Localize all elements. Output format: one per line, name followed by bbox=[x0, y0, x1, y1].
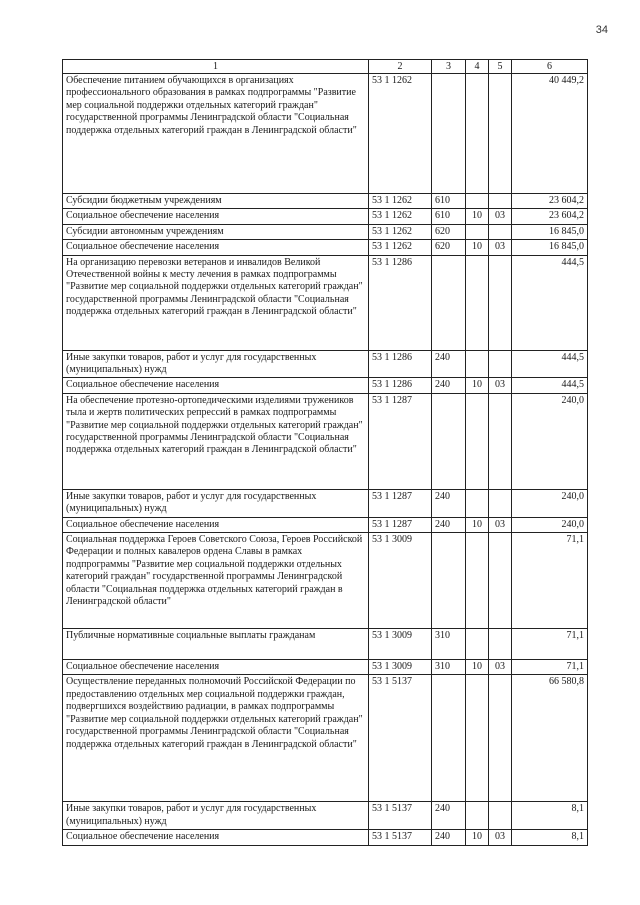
cell-subsection: 03 bbox=[489, 378, 512, 393]
cell-expense-type: 610 bbox=[432, 194, 466, 209]
cell-section: 10 bbox=[466, 240, 489, 255]
header-cell-pr: 5 bbox=[489, 60, 512, 74]
cell-subsection bbox=[489, 489, 512, 517]
cell-amount: 240,0 bbox=[512, 393, 588, 489]
cell-section bbox=[466, 489, 489, 517]
page-number: 34 bbox=[595, 24, 608, 36]
cell-section: 10 bbox=[466, 209, 489, 224]
cell-target-code: 53 1 3009 bbox=[369, 629, 432, 660]
cell-target-code: 53 1 5137 bbox=[369, 675, 432, 802]
cell-expense-type: 240 bbox=[432, 489, 466, 517]
cell-amount: 8,1 bbox=[512, 802, 588, 830]
cell-amount: 66 580,8 bbox=[512, 675, 588, 802]
cell-section: 10 bbox=[466, 660, 489, 675]
table-row bbox=[63, 629, 588, 660]
cell-target-code: 53 1 1286 bbox=[369, 350, 432, 378]
table-row bbox=[63, 378, 588, 393]
cell-subsection bbox=[489, 224, 512, 239]
cell-amount: 71,1 bbox=[512, 629, 588, 660]
cell-target-code: 53 1 1262 bbox=[369, 74, 432, 194]
cell-section: 10 bbox=[466, 378, 489, 393]
cell-target-code: 53 1 1262 bbox=[369, 194, 432, 209]
cell-expense-type bbox=[432, 255, 466, 350]
cell-expense-type: 310 bbox=[432, 629, 466, 660]
cell-target-code: 53 1 1287 bbox=[369, 517, 432, 532]
cell-name: Субсидии бюджетным учреждениям bbox=[63, 194, 369, 209]
header-cell-code: 2 bbox=[369, 60, 432, 74]
cell-target-code: 53 1 3009 bbox=[369, 660, 432, 675]
table-row bbox=[63, 393, 588, 489]
cell-target-code: 53 1 1287 bbox=[369, 393, 432, 489]
cell-subsection: 03 bbox=[489, 660, 512, 675]
cell-section bbox=[466, 675, 489, 802]
cell-target-code: 53 1 1286 bbox=[369, 378, 432, 393]
cell-name: Социальное обеспечение населения bbox=[63, 517, 369, 532]
cell-amount: 71,1 bbox=[512, 660, 588, 675]
cell-expense-type: 610 bbox=[432, 209, 466, 224]
cell-section bbox=[466, 393, 489, 489]
cell-target-code: 53 1 5137 bbox=[369, 830, 432, 845]
cell-section bbox=[466, 629, 489, 660]
cell-subsection bbox=[489, 533, 512, 629]
cell-name: На организацию перевозки ветеранов и инвалидов Великой Отечественной войны к месту лечения в рамках подпрограммы "Развитие мер социальной поддержки отдельных категорий граждан" государственной программы Ленинградской области "Социальная поддержка отдельных категорий граждан в Ленинградской области" bbox=[63, 255, 369, 350]
cell-name: Социальное обеспечение населения bbox=[63, 240, 369, 255]
table-row bbox=[63, 675, 588, 802]
cell-expense-type: 240 bbox=[432, 378, 466, 393]
cell-subsection bbox=[489, 393, 512, 489]
cell-name: Осуществление переданных полномочий Российской Федерации по предоставлению отдельных мер социальной поддержки граждан, подвергшихся воздействию радиации, в рамках подпрограммы "Развитие мер социальной поддержки отдельных категорий граждан" государственной программы Ленинградской области "Социальная поддержка отдельных категорий граждан в Ленинградской области" bbox=[63, 675, 369, 802]
cell-target-code: 53 1 1262 bbox=[369, 224, 432, 239]
header-row bbox=[63, 60, 588, 74]
header-cell-vr: 3 bbox=[432, 60, 466, 74]
table-body bbox=[63, 74, 588, 846]
cell-target-code: 53 1 1262 bbox=[369, 209, 432, 224]
cell-amount: 23 604,2 bbox=[512, 209, 588, 224]
cell-subsection bbox=[489, 675, 512, 802]
table-row bbox=[63, 255, 588, 350]
table-row bbox=[63, 350, 588, 378]
cell-name: Публичные нормативные социальные выплаты гражданам bbox=[63, 629, 369, 660]
cell-subsection bbox=[489, 802, 512, 830]
cell-subsection bbox=[489, 255, 512, 350]
cell-name: Социальное обеспечение населения bbox=[63, 660, 369, 675]
cell-section bbox=[466, 194, 489, 209]
cell-subsection bbox=[489, 74, 512, 194]
cell-amount: 444,5 bbox=[512, 350, 588, 378]
cell-section bbox=[466, 533, 489, 629]
cell-expense-type: 620 bbox=[432, 224, 466, 239]
cell-subsection: 03 bbox=[489, 209, 512, 224]
cell-subsection: 03 bbox=[489, 517, 512, 532]
header-cell-sum: 6 bbox=[512, 60, 588, 74]
cell-amount: 240,0 bbox=[512, 489, 588, 517]
cell-section bbox=[466, 350, 489, 378]
cell-target-code: 53 1 1286 bbox=[369, 255, 432, 350]
cell-section: 10 bbox=[466, 517, 489, 532]
cell-expense-type bbox=[432, 74, 466, 194]
table-row bbox=[63, 74, 588, 194]
table-row bbox=[63, 517, 588, 532]
cell-subsection bbox=[489, 629, 512, 660]
cell-target-code: 53 1 5137 bbox=[369, 802, 432, 830]
cell-subsection bbox=[489, 350, 512, 378]
cell-name: Социальное обеспечение населения bbox=[63, 830, 369, 845]
cell-amount: 444,5 bbox=[512, 378, 588, 393]
cell-amount: 16 845,0 bbox=[512, 240, 588, 255]
cell-expense-type bbox=[432, 675, 466, 802]
cell-name: Субсидии автономным учреждениям bbox=[63, 224, 369, 239]
cell-amount: 71,1 bbox=[512, 533, 588, 629]
cell-amount: 40 449,2 bbox=[512, 74, 588, 194]
cell-expense-type: 240 bbox=[432, 830, 466, 845]
cell-name: Обеспечение питанием обучающихся в организациях профессионального образования в рамках подпрограммы "Развитие мер социальной поддержки отдельных категорий граждан" государственной программы Ленинградской области "Социальная поддержка отдельных категорий граждан в Ленинградской области" bbox=[63, 74, 369, 194]
cell-name: Иные закупки товаров, работ и услуг для государственных (муниципальных) нужд bbox=[63, 489, 369, 517]
budget-table bbox=[62, 59, 588, 846]
table-row bbox=[63, 830, 588, 845]
cell-expense-type: 310 bbox=[432, 660, 466, 675]
cell-section bbox=[466, 224, 489, 239]
table-row bbox=[63, 802, 588, 830]
cell-expense-type bbox=[432, 393, 466, 489]
cell-name: Социальное обеспечение населения bbox=[63, 209, 369, 224]
cell-subsection: 03 bbox=[489, 240, 512, 255]
table-row bbox=[63, 660, 588, 675]
cell-name: Социальная поддержка Героев Советского Союза, Героев Российской Федерации и полных кавалеров ордена Славы в рамках подпрограммы "Развитие мер социальной поддержки отдельных категорий граждан" государственной программы Ленинградской области "Социальная поддержка отдельных категорий граждан в Ленинградской области" bbox=[63, 533, 369, 629]
cell-name: На обеспечение протезно-ортопедическими изделиями тружеников тыла и жертв политических репрессий в рамках подпрограммы "Развитие мер социальной поддержки отдельных категорий граждан" государственной программы Ленинградской области "Социальная поддержка отдельных категорий граждан в Ленинградской области" bbox=[63, 393, 369, 489]
cell-amount: 23 604,2 bbox=[512, 194, 588, 209]
cell-amount: 8,1 bbox=[512, 830, 588, 845]
cell-name: Социальное обеспечение населения bbox=[63, 378, 369, 393]
table-row bbox=[63, 533, 588, 629]
cell-target-code: 53 1 1262 bbox=[369, 240, 432, 255]
cell-target-code: 53 1 3009 bbox=[369, 533, 432, 629]
cell-section bbox=[466, 255, 489, 350]
cell-section bbox=[466, 802, 489, 830]
cell-name: Иные закупки товаров, работ и услуг для государственных (муниципальных) нужд bbox=[63, 350, 369, 378]
header-cell-rz: 4 bbox=[466, 60, 489, 74]
cell-expense-type: 240 bbox=[432, 350, 466, 378]
cell-target-code: 53 1 1287 bbox=[369, 489, 432, 517]
cell-subsection: 03 bbox=[489, 830, 512, 845]
table-row bbox=[63, 240, 588, 255]
table-row bbox=[63, 224, 588, 239]
cell-name: Иные закупки товаров, работ и услуг для государственных (муниципальных) нужд bbox=[63, 802, 369, 830]
cell-expense-type: 620 bbox=[432, 240, 466, 255]
cell-amount: 16 845,0 bbox=[512, 224, 588, 239]
cell-expense-type: 240 bbox=[432, 517, 466, 532]
cell-amount: 240,0 bbox=[512, 517, 588, 532]
header-cell-name: 1 bbox=[63, 60, 369, 74]
cell-expense-type bbox=[432, 533, 466, 629]
table-row bbox=[63, 489, 588, 517]
cell-section: 10 bbox=[466, 830, 489, 845]
cell-expense-type: 240 bbox=[432, 802, 466, 830]
cell-section bbox=[466, 74, 489, 194]
cell-subsection bbox=[489, 194, 512, 209]
cell-amount: 444,5 bbox=[512, 255, 588, 350]
table-row bbox=[63, 209, 588, 224]
table-row bbox=[63, 194, 588, 209]
